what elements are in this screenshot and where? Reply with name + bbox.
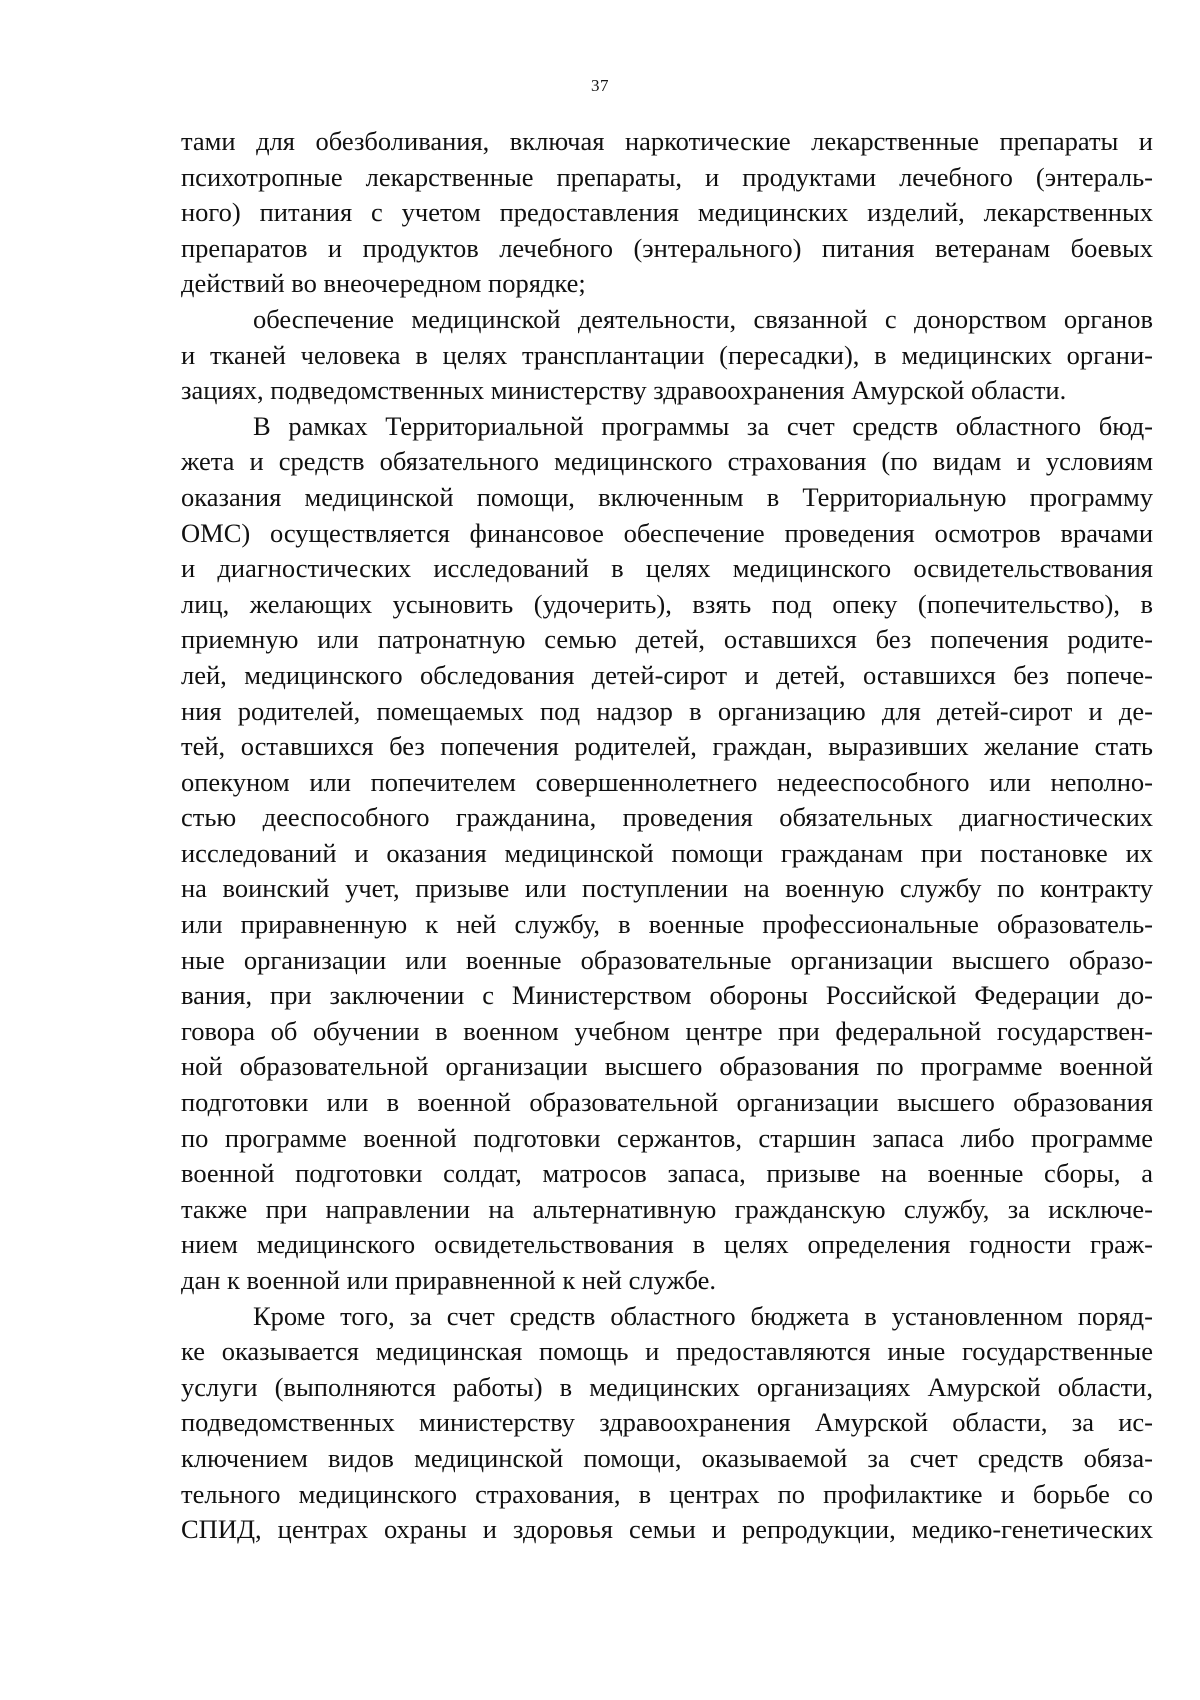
- text-line: нием медицинского освидетельствования в целях определения годности граж-: [181, 1229, 1153, 1260]
- text-line: Кроме того, за счет средств областного бюджета в установленном поряд-: [253, 1300, 1153, 1331]
- paragraph: [181, 124, 1153, 302]
- text-line: или приравненную к ней службу, в военные профессиональные образователь-: [181, 909, 1153, 940]
- text-line: стью дееспособного гражданина, проведения обязательных диагностических: [181, 802, 1153, 833]
- page-number: 37: [591, 76, 609, 95]
- text-line: приемную или патронатную семью детей, оставшихся без попечения родите-: [181, 624, 1153, 655]
- text-line: СПИД, центрах охраны и здоровья семьи и репродукции, медико-генетических: [181, 1514, 1153, 1545]
- text-line: ОМС) осуществляется финансовое обеспечение проведения осмотров врачами: [181, 517, 1153, 548]
- text-line: тей, оставшихся без попечения родителей, граждан, выразивших желание стать: [181, 731, 1153, 762]
- text-line: лей, медицинского обследования детей-сирот и детей, оставшихся без попече-: [181, 659, 1153, 690]
- text-line: военной подготовки солдат, матросов запаса, призыве на военные сборы, а: [181, 1158, 1153, 1189]
- text-line: психотропные лекарственные препараты, и продуктами лечебного (энтераль-: [181, 161, 1153, 192]
- paragraph: [181, 409, 1153, 1299]
- text-line: опекуном или попечителем совершеннолетнего недееспособного или неполно-: [181, 766, 1153, 797]
- paragraph: [181, 1299, 1153, 1548]
- paragraph: [181, 302, 1153, 409]
- text-line: услуги (выполняются работы) в медицинских организациях Амурской области,: [181, 1371, 1153, 1402]
- text-line: обеспечение медицинской деятельности, связанной с донорством органов: [253, 303, 1153, 334]
- text-line: жета и средств обязательного медицинского страхования (по видам и условиям: [181, 446, 1153, 477]
- text-line: ке оказывается медицинская помощь и предоставляются иные государственные: [181, 1336, 1153, 1367]
- text-line: исследований и оказания медицинской помощи гражданам при постановке их: [181, 837, 1153, 868]
- text-line: оказания медицинской помощи, включенным в Территориальную программу: [181, 481, 1153, 512]
- text-line: подготовки или в военной образовательной организации высшего образования: [181, 1087, 1153, 1118]
- text-line: действий во внеочередном порядке;: [181, 268, 586, 299]
- text-line: ного) питания с учетом предоставления медицинских изделий, лекарственных: [181, 197, 1153, 228]
- text-line: препаратов и продуктов лечебного (энтерального) питания ветеранам боевых: [181, 232, 1153, 263]
- text-line: дан к военной или приравненной к ней службе.: [181, 1265, 716, 1295]
- text-line: вания, при заключении с Министерством обороны Российской Федерации до-: [181, 980, 1153, 1011]
- text-line: и тканей человека в целях трансплантации (пересадки), в медицинских органи-: [181, 339, 1153, 370]
- text-line: также при направлении на альтернативную гражданскую службу, за исключе-: [181, 1193, 1153, 1224]
- text-line: и диагностических исследований в целях медицинского освидетельствования: [181, 553, 1153, 584]
- text-line: на воинский учет, призыве или поступлении на военную службу по контракту: [181, 873, 1153, 904]
- text-line: ния родителей, помещаемых под надзор в организацию для детей-сирот и де-: [181, 695, 1153, 726]
- text-line: зациях, подведомственных министерству здравоохранения Амурской области.: [181, 375, 1067, 406]
- text-line: В рамках Территориальной программы за счет средств областного бюд-: [253, 410, 1153, 441]
- text-line: лиц, желающих усыновить (удочерить), взять под опеку (попечительство), в: [181, 588, 1153, 619]
- document-body: [181, 124, 1153, 1548]
- text-line: ключением видов медицинской помощи, оказываемой за счет средств обяза-: [181, 1442, 1153, 1473]
- text-line: тельного медицинского страхования, в центрах по профилактике и борьбе со: [181, 1478, 1153, 1509]
- text-line: говора об обучении в военном учебном центре при федеральной государствен-: [181, 1015, 1153, 1046]
- text-line: ные организации или военные образовательные организации высшего образо-: [181, 944, 1153, 975]
- text-line: ной образовательной организации высшего образования по программе военной: [181, 1051, 1153, 1082]
- text-line: подведомственных министерству здравоохранения Амурской области, за ис-: [181, 1407, 1153, 1438]
- text-line: тами для обезболивания, включая наркотические лекарственные препараты и: [181, 126, 1153, 156]
- text-line: по программе военной подготовки сержантов, старшин запаса либо программе: [181, 1122, 1153, 1153]
